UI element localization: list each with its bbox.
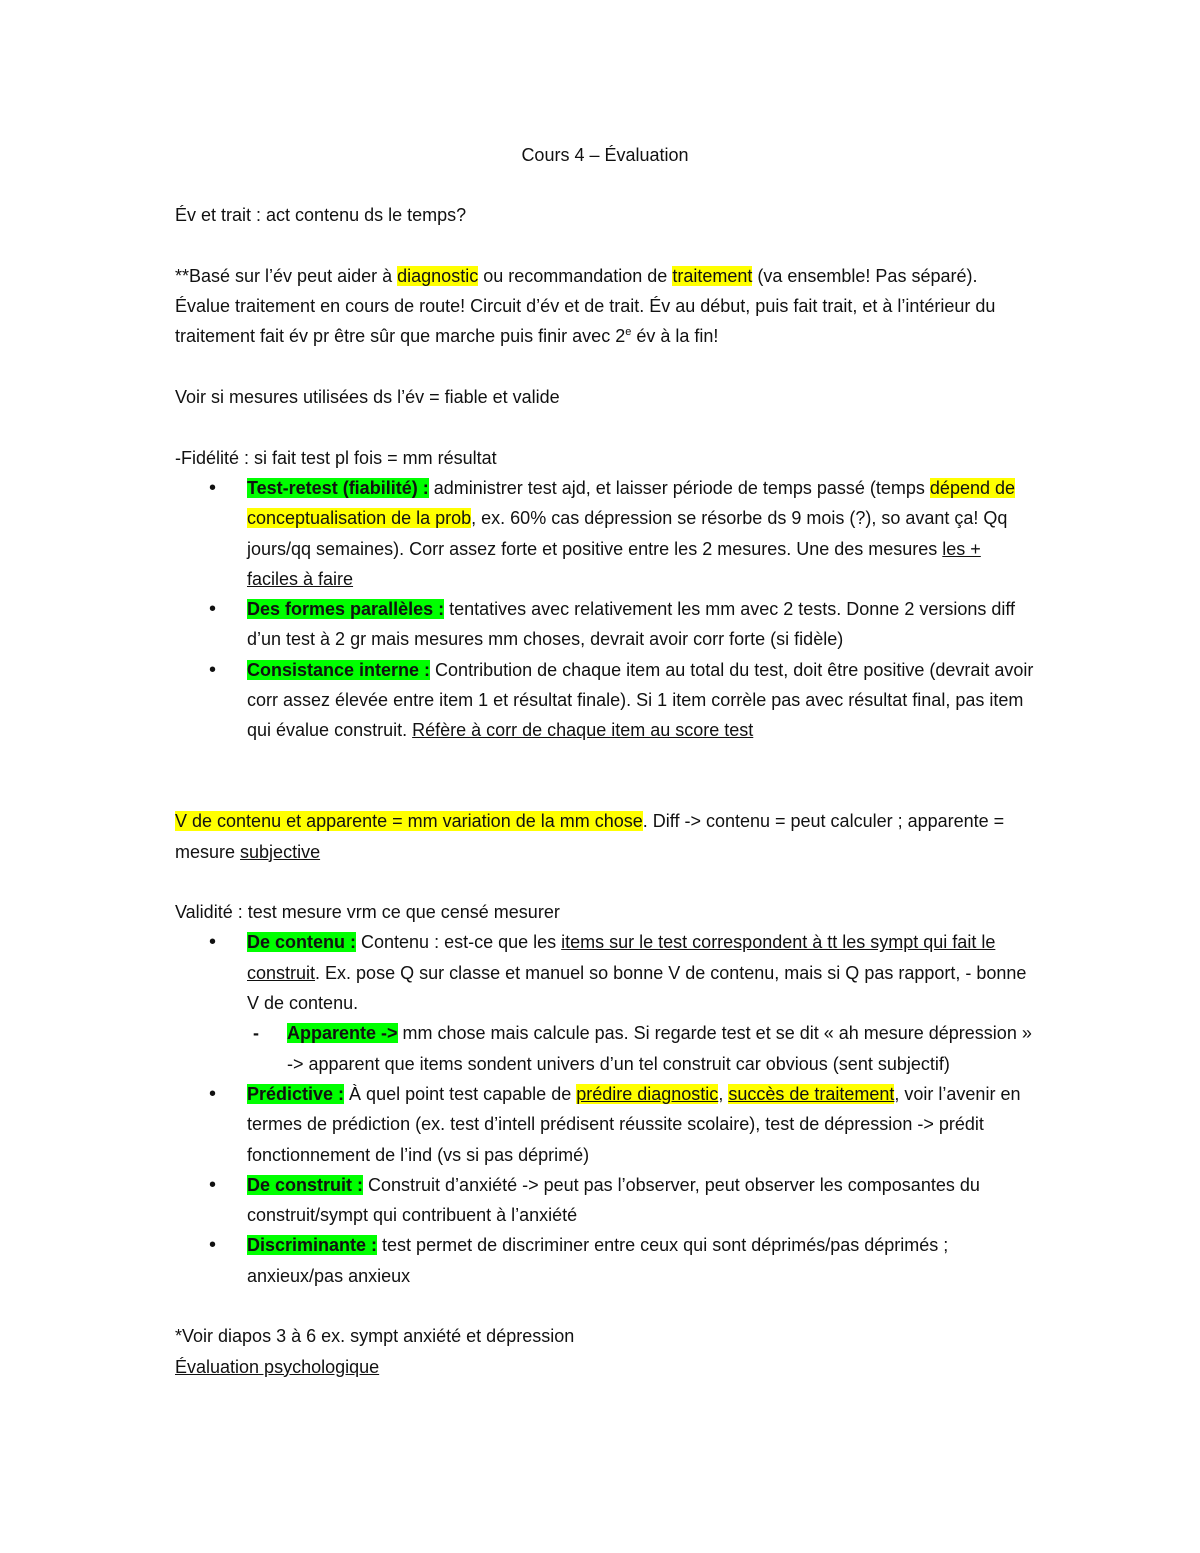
list-item: • De construit : Construit d’anxiété -> peut pas l’observer, peut observer les composantes du construit/sympt qui contribuent à l’anxiété bbox=[175, 1170, 1035, 1231]
underlined-text: subjective bbox=[240, 841, 321, 862]
term-label: Test-retest (fiabilité) : bbox=[247, 477, 429, 498]
highlight-text: prédire diagnostic bbox=[576, 1083, 719, 1104]
term-label: De construit : bbox=[247, 1174, 364, 1195]
intro-line: Év et trait : act contenu ds le temps? bbox=[175, 205, 467, 226]
highlight-traitement: traitement bbox=[672, 265, 753, 286]
bullet-icon: • bbox=[209, 476, 217, 499]
underlined-text: items sur le test correspondent à tt les sympt qui fait le construit bbox=[247, 932, 996, 983]
list-item: • Discriminante : test permet de discriminer entre ceux qui sont déprimés/pas déprimés ; anxieux/pas anxieux bbox=[175, 1230, 1035, 1291]
list-item: • Consistance interne : Contribution de chaque item au total du test, doit être positive (devrait avoir corr assez élevée entre item 1 et résultat finale). Si 1 item corrèle pas avec résultat final, pas item qui évalue construit. Réfère à corr de chaque item au score test bbox=[175, 655, 1035, 746]
bullet-icon: • bbox=[209, 1234, 217, 1257]
highlight-text: V de contenu et apparente = mm variation de la mm chose bbox=[175, 811, 643, 832]
bullet-icon: • bbox=[209, 598, 217, 621]
mesures-line: Voir si mesures utilisées ds l’év = fiable et valide bbox=[175, 387, 560, 408]
underlined-text: les + faciles à faire bbox=[247, 538, 981, 589]
list-item: • Prédictive : À quel point test capable de prédire diagnostic, succès de traitement, voir l’avenir en termes de prédiction (ex. test d’intell prédisent réussite scolaire), test de dépression -> prédit fonctionnement de l’ind (vs si pas déprimé) bbox=[175, 1079, 1035, 1170]
fidelite-heading: -Fidélité : si fait test pl fois = mm résultat bbox=[175, 447, 497, 468]
evaluation-link[interactable]: Évaluation psychologique bbox=[175, 1356, 380, 1377]
list-item: • De contenu : Contenu : est-ce que les items sur le test correspondent à tt les sympt qui fait le construit. Ex. pose Q sur classe et manuel so bonne V de contenu, mais si Q pas rapport, - bonne V de contenu. - Apparente -> mm chose mais calcule pas. Si regarde test et se dit « ah mesure dépression » -> apparent que items sondent univers d’un tel construit car obvious (sent subjectif) bbox=[175, 927, 1035, 1078]
sub-list-item: - Apparente -> mm chose mais calcule pas. Si regarde test et se dit « ah mesure dépression » -> apparent que items sondent univers d’un tel construit car obvious (sent subjectif) bbox=[247, 1018, 1035, 1079]
dash-icon: - bbox=[253, 1023, 259, 1044]
base-paragraph: **Basé sur l’év peut aider à diagnostic ou recommandation de traitement (va ensemble! Pas séparé). Évalue traitement en cours de route! Circuit d’év et de trait. Év au début, puis fait trait, et à l’intérieur du traitement fait év pr être sûr que marche puis finir avec 2e év à la fin! bbox=[175, 265, 996, 347]
list-item: • Des formes parallèles : tentatives avec relativement les mm avec 2 tests. Donne 2 versions diff d’un test à 2 gr mais mesures mm choses, devrait avoir corr forte (si fidèle) bbox=[175, 594, 1035, 655]
term-label: Consistance interne : bbox=[247, 659, 431, 680]
note-line: *Voir diapos 3 à 6 ex. sympt anxiété et dépression bbox=[175, 1326, 575, 1347]
term-label: Discriminante : bbox=[247, 1235, 378, 1256]
bullet-icon: • bbox=[209, 658, 217, 681]
sub-list bbox=[247, 1018, 1035, 1079]
highlight-text: dépend de conceptualisation de la prob bbox=[247, 477, 1016, 529]
underlined-text: Réfère à corr de chaque item au score test bbox=[412, 720, 754, 741]
term-label: De contenu : bbox=[247, 932, 357, 953]
bullet-icon: • bbox=[209, 1173, 217, 1196]
term-label: Prédictive : bbox=[247, 1083, 345, 1104]
document-body bbox=[175, 140, 1035, 1382]
v-contenu-paragraph: V de contenu et apparente = mm variation de la mm chose. Diff -> contenu = peut calculer ; apparente = mesure subjective bbox=[175, 811, 1005, 862]
validite-list bbox=[175, 927, 1035, 1291]
term-label: Des formes parallèles : bbox=[247, 599, 445, 620]
bullet-icon: • bbox=[209, 931, 217, 954]
fidelite-list bbox=[175, 473, 1035, 746]
highlight-diagnostic: diagnostic bbox=[397, 265, 479, 286]
bullet-icon: • bbox=[209, 1082, 217, 1105]
page-title: Cours 4 – Évaluation bbox=[521, 145, 689, 165]
validite-heading: Validité : test mesure vrm ce que censé mesurer bbox=[175, 902, 560, 923]
highlight-text: succès de traitement bbox=[728, 1083, 895, 1104]
term-label: Apparente -> bbox=[287, 1023, 398, 1044]
list-item: • Test-retest (fiabilité) : administrer test ajd, et laisser période de temps passé (temps dépend de conceptualisation de la prob, ex. 60% cas dépression se résorbe ds 9 mois (?), so avant ça! Qq jours/qq semaines). Corr assez forte et positive entre les 2 mesures. Une des mesures les + faciles à faire bbox=[175, 473, 1035, 594]
